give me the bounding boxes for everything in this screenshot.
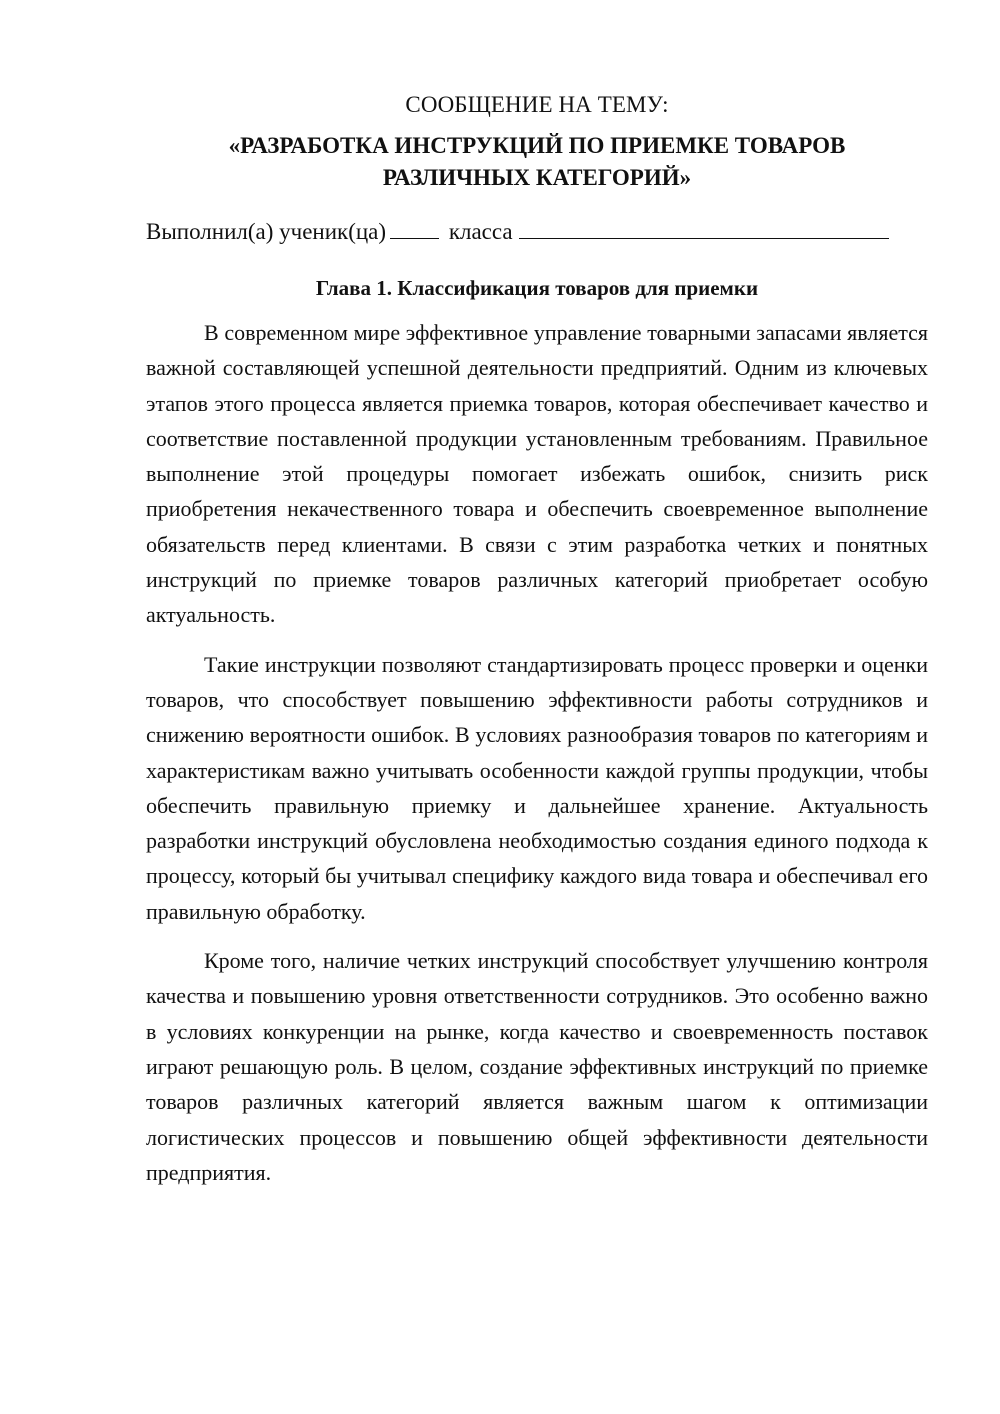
document-title [146, 130, 928, 194]
topic-heading: СООБЩЕНИЕ НА ТЕМУ: [405, 92, 669, 117]
student-name-blank [519, 218, 889, 239]
document-title-line-1: «РАЗРАБОТКА ИНСТРУКЦИЙ ПО ПРИЕМКЕ ТОВАРОВ [228, 133, 846, 158]
paragraph-3: Кроме того, наличие четких инструкций способствует улучшению контроля качества и повышению уровня ответственности сотрудников. Это особенно важно в условиях конкуренции на рынке, когда качество и своевременность поставок играют решающую роль. В целом, создание эффективных инструкций по приемке товаров различных категорий является важным шагом к оптимизации логистических процессов и повышению общей эффективности деятельности предприятия. [146, 948, 928, 1185]
paragraph-1: В современном мире эффективное управление товарными запасами является важной составляющей успешной деятельности предприятий. Одним из ключевых этапов этого процесса является приемка товаров, которая обеспечивает качество и соответствие поставленной продукции установленным требованиям. Правильное выполнение этой процедуры помогает избежать ошибок, снизить риск приобретения некачественного товара и обеспечить своевременное выполнение обязательств перед клиентами. В связи с этим разработка четких и понятных инструкций по приемке товаров различных категорий приобретает особую актуальность. [146, 320, 928, 628]
document-page [146, 88, 928, 1204]
chapter-heading: Глава 1. Классификация товаров для приемки [315, 276, 759, 300]
author-line [146, 215, 928, 249]
class-number-blank [390, 218, 439, 239]
author-label: Выполнил(а) ученик(ца) [146, 219, 387, 244]
class-label: класса [448, 219, 513, 244]
document-title-line-2: РАЗЛИЧНЫХ КАТЕГОРИЙ» [382, 165, 692, 190]
paragraph-2: Такие инструкции позволяют стандартизировать процесс проверки и оценки товаров, что способствует повышению эффективности работы сотрудников и снижению вероятности ошибок. В условиях разнообразия товаров по категориям и характеристикам важно учитывать особенности каждой группы продукции, чтобы обеспечить правильную приемку и дальнейшее хранение. Актуальность разработки инструкций обусловлена необходимостью создания единого подхода к процессу, который бы учитывал специфику каждого вида товара и обеспечивал его правильную обработку. [146, 651, 928, 924]
